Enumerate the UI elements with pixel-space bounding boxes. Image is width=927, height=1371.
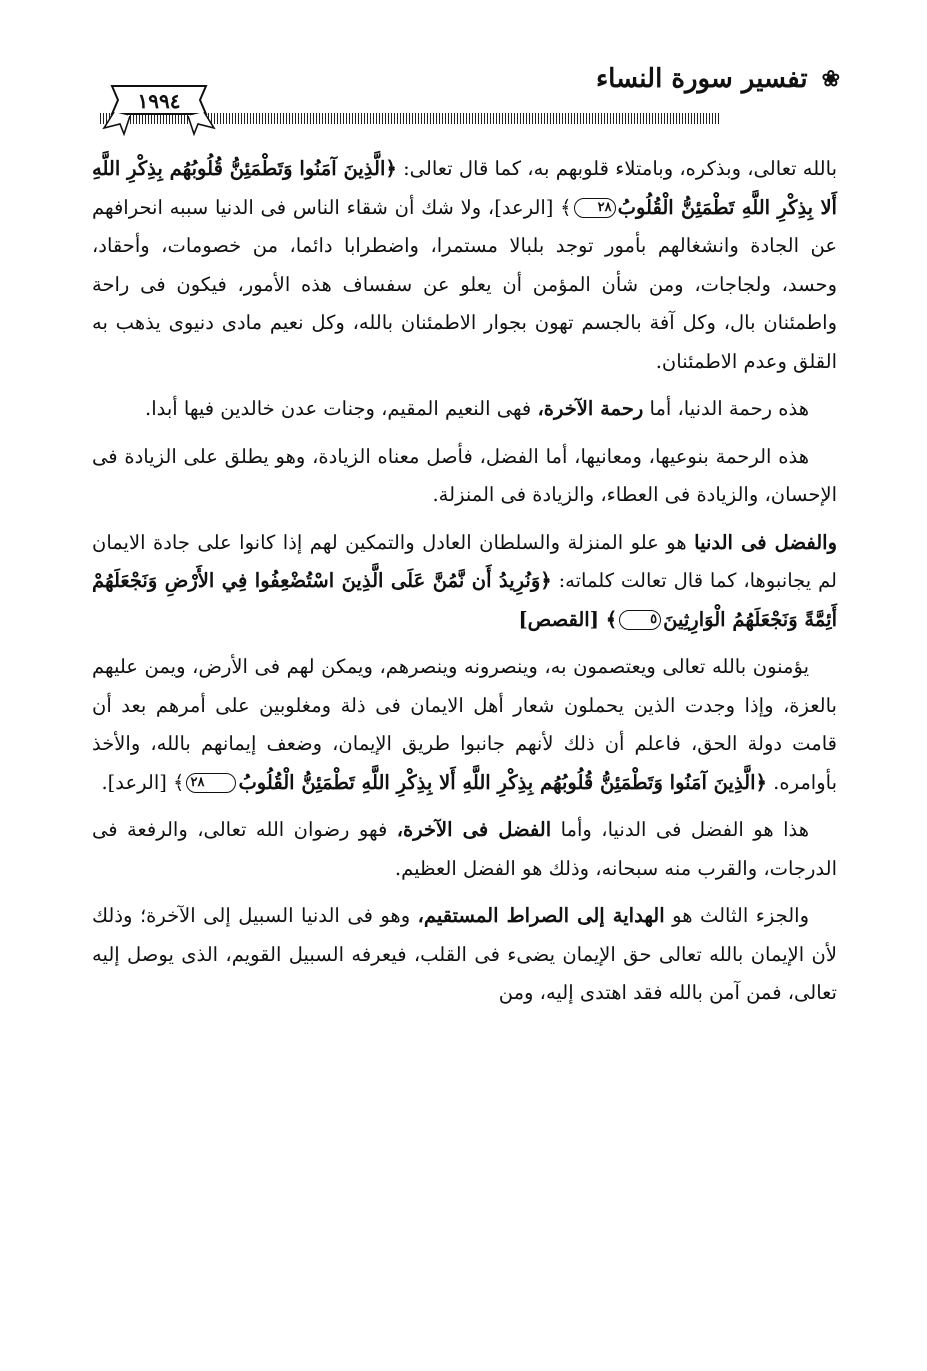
paragraph (92, 811, 837, 888)
bold-phrase: الفضل فى الآخرة، (396, 818, 552, 841)
text-run: هذه الرحمة بنوعيها، ومعانيها، أما الفضل، فأصل معناه الزيادة، وهو يطلق على الزيادة فى الإحسان، والزيادة فى العطاء، والزيادة فى المنزلة. (92, 444, 837, 506)
quran-verse: ﴿وَنُرِيدُ أَن نَّمُنَّ عَلَى الَّذِينَ اسْتُضْعِفُوا فِي الأَرْضِ وَنَجْعَلَهُمْ أَئِمَّةً وَنَجْعَلَهُمُ الْوَارِثِينَ (92, 569, 837, 631)
paragraph (92, 390, 837, 429)
text-run: فهى النعيم المقيم، وجنات عدن خالدين فيها أبدا. (145, 397, 538, 420)
bold-phrase: ﴾ [القصص] (518, 607, 618, 631)
text-run: فهو رضوان الله تعالى، والرفعة فى الدرجات، والقرب منه سبحانه، وذلك هو الفضل العظيم. (92, 818, 837, 880)
paragraph (92, 648, 837, 802)
ayah-number-marker: ٢٨ (574, 198, 616, 218)
quran-verse: ﴿الَّذِينَ آمَنُوا وَتَطْمَئِنُّ قُلُوبُهُم بِذِكْرِ اللَّهِ أَلا بِذِكْرِ اللَّهِ تَطْمَئِنُّ الْقُلُوبُ (238, 770, 767, 794)
quran-verse: ﴿الَّذِينَ آمَنُوا وَتَطْمَئِنُّ قُلُوبُهُم بِذِكْرِ اللَّهِ أَلا بِذِكْرِ اللَّهِ تَطْمَئِنُّ الْقُلُوبُ (92, 157, 837, 219)
bold-phrase: رحمة الآخرة، (537, 397, 644, 420)
bold-phrase: والفضل فى الدنيا (694, 530, 838, 554)
paragraph (92, 897, 837, 1013)
text-run: ﴾ [الرعد]. (101, 770, 185, 794)
text-run: والجزء الثالث هو (664, 904, 809, 927)
text-run: ﴾ [الرعد]، ولا شك أن شقاء الناس فى الدنيا سببه انحرافهم عن الجادة وانشغالهم بأمور توجد بلبالا مستمرا، واضطرابا دائما، من خصومات، وأحقاد، وحسد، ولجاجات، ومن شأن المؤمن أن يعلو عن سفساف هذه الأمور، فيكون فى راحة واطمئنان بال، وكل آفة بالجسم تهون بجوار الاطمئنان بالله، وكل نعيم مادى دنيوى يذهب به القلق وعدم الاطمئنان. (92, 195, 837, 373)
page-header (100, 58, 840, 138)
text-run: وهو فى الدنيا السبيل إلى الآخرة؛ وذلك لأن الإيمان بالله تعالى حق الإيمان يضىء فى القلب، فيعرفه السبيل القويم، الذى يوصل إليه تعالى، فمن آمن بالله فقد اهتدى إليه، ومن (92, 904, 837, 1004)
paragraph (92, 524, 837, 640)
text-run: هذا هو الفضل فى الدنيا، وأما (551, 818, 810, 841)
paragraph (92, 438, 837, 515)
text-run: هو علو المنزلة والسلطان العادل والتمكين لهم إذا كانوا على جادة الايمان لم يجانبوها، كما قال تعالت كلماته: (92, 530, 837, 592)
text-run: يؤمنون بالله تعالى ويعتصمون به، وينصرونه وينصرهم، ويمكن لهم فى الأرض، ويمن عليهم بالعزة، وإذا وجدت الذين يحملون شعار أهل الايمان فى ذلة ومغلوبين على أمرهم بعد أن قامت دولة الحق، فاعلم أن ذلك لأنهم جانبوا طريق الإيمان، وضعف إيمانهم بالله، والأخذ بأوامره. (92, 655, 837, 794)
ayah-number-marker: ٢٨ (186, 773, 236, 793)
bold-phrase: الهداية إلى الصراط المستقيم، (417, 904, 665, 927)
text-run: بالله تعالى، وبذكره، وبامتلاء قلوبهم به، كما قال تعالى: (396, 157, 837, 180)
flower-ornament-icon: ❀ (821, 66, 840, 92)
ayah-number-marker: ٥ (619, 610, 661, 630)
body-text (92, 150, 837, 1315)
paragraph (92, 150, 837, 381)
running-title-text: تفسير سورة النساء (595, 64, 808, 94)
page-number-badge (100, 78, 218, 138)
text-run: هذه رحمة الدنيا، أما (643, 397, 809, 420)
page-number: ١٩٩٤ (137, 89, 181, 113)
